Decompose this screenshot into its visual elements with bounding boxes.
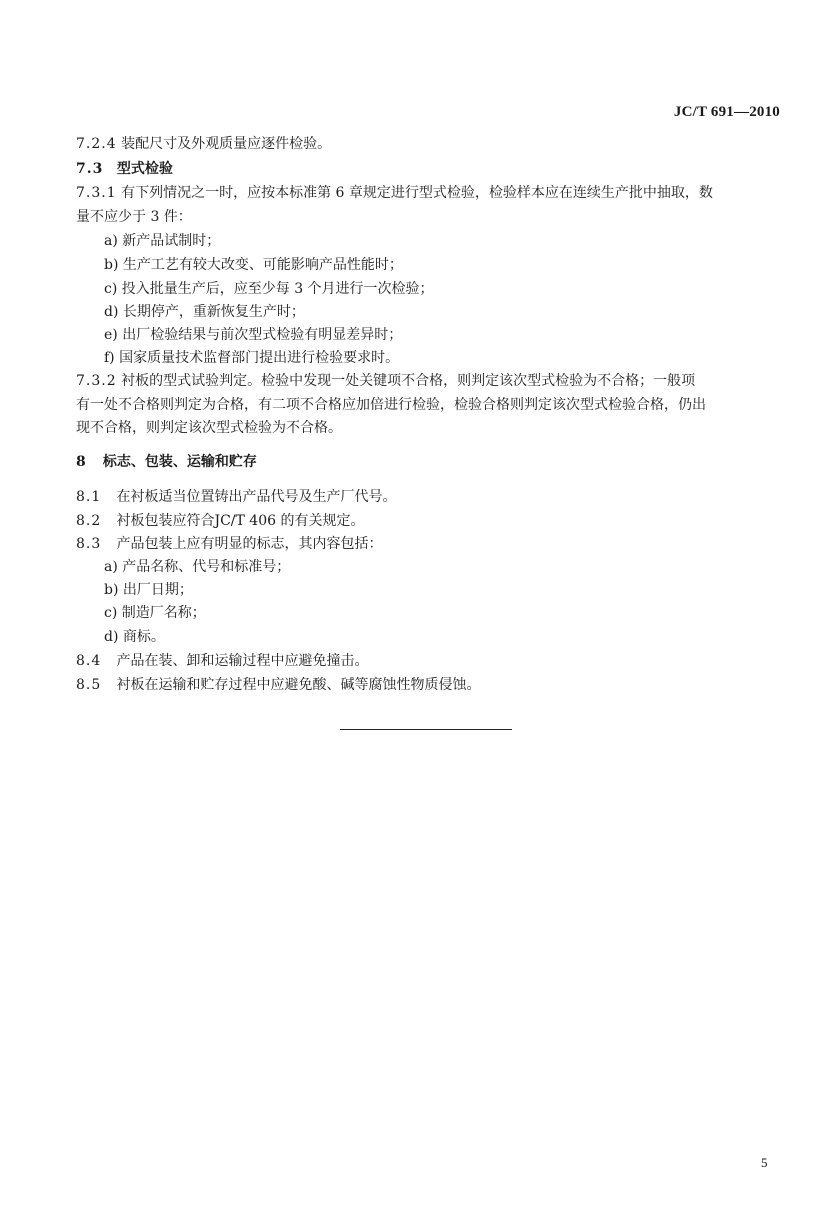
section-number: 7.3 [76, 161, 104, 177]
clause-7-2-4 [76, 134, 331, 154]
clause-8-1 [76, 487, 396, 507]
clause-text: 衬板在运输和贮存过程中应避免酸、碱等腐蚀性物质侵蚀。 [116, 677, 481, 693]
list-item: e) 出厂检验结果与前次型式检验有明显差异时； [104, 327, 403, 343]
clause-7-3-2 [76, 371, 695, 391]
clause-8-3 [76, 534, 382, 554]
section-number: 8 [76, 454, 86, 470]
clause-8-2 [76, 511, 364, 531]
clause-number: 7.3.2 [76, 373, 117, 389]
list-item: c) 制造厂名称； [104, 605, 206, 621]
list-item: b) 生产工艺有较大改变、可能影响产品性能时； [104, 257, 403, 273]
list-item: f) 国家质量技术监督部门提出进行检验要求时。 [104, 350, 400, 366]
clause-number: 7.2.4 [76, 136, 117, 152]
section-title: 型式检验 [116, 161, 173, 177]
clause-number: 8.2 [76, 513, 102, 529]
standard-code: JC/T 691—2010 [673, 104, 780, 120]
end-divider [340, 729, 512, 730]
clause-number: 8.1 [76, 489, 102, 505]
clause-number: 7.3.1 [76, 185, 117, 201]
clause-text: 产品包装上应有明显的标志，其内容包括： [116, 536, 383, 552]
clause-8-5 [76, 675, 480, 695]
clause-number: 8.4 [76, 653, 102, 669]
page-number: 5 [761, 1155, 768, 1170]
list-item: d) 商标。 [104, 629, 165, 645]
section-title: 标志、包装、运输和贮存 [102, 454, 257, 470]
list-item: d) 长期停产，重新恢复生产时； [104, 304, 305, 320]
section-8-heading [76, 452, 257, 472]
clause-number: 8.5 [76, 677, 102, 693]
list-item: c) 投入批量生产后，应至少每 3 个月进行一次检验； [104, 281, 434, 297]
clause-text: 装配尺寸及外观质量应逐件检验。 [121, 136, 332, 152]
clause-text: 衬板包装应符合JC/T 406 的有关规定。 [116, 513, 365, 529]
list-item: a) 产品名称、代号和标准号； [104, 559, 291, 575]
clause-7-3-1 [76, 183, 713, 203]
clause-7-3-2-continuation: 现不合格，则判定该次型式检验为不合格。 [76, 420, 342, 436]
list-item: a) 新产品试制时； [104, 233, 221, 249]
clause-7-3-2-continuation: 有一处不合格则判定为合格，有二项不合格应加倍进行检验，检验合格则判定该次型式检验合格，仍出 [76, 397, 706, 413]
section-7-3-heading [76, 159, 173, 179]
clause-text: 产品在装、卸和运输过程中应避免撞击。 [116, 653, 369, 669]
clause-text: 在衬板适当位置铸出产品代号及生产厂代号。 [116, 489, 397, 505]
list-item: b) 出厂日期； [104, 582, 193, 598]
clause-text: 衬板的型式试验判定。检验中发现一处关键项不合格，则判定该次型式检验为不合格；一般项 [121, 373, 696, 389]
clause-text: 有下列情况之一时，应按本标准第 6 章规定进行型式检验，检验样本应在连续生产批中抽取，数 [121, 185, 713, 201]
clause-7-3-1-continuation: 量不应少于 3 件： [76, 209, 192, 225]
clause-number: 8.3 [76, 536, 102, 552]
clause-8-4 [76, 651, 368, 671]
